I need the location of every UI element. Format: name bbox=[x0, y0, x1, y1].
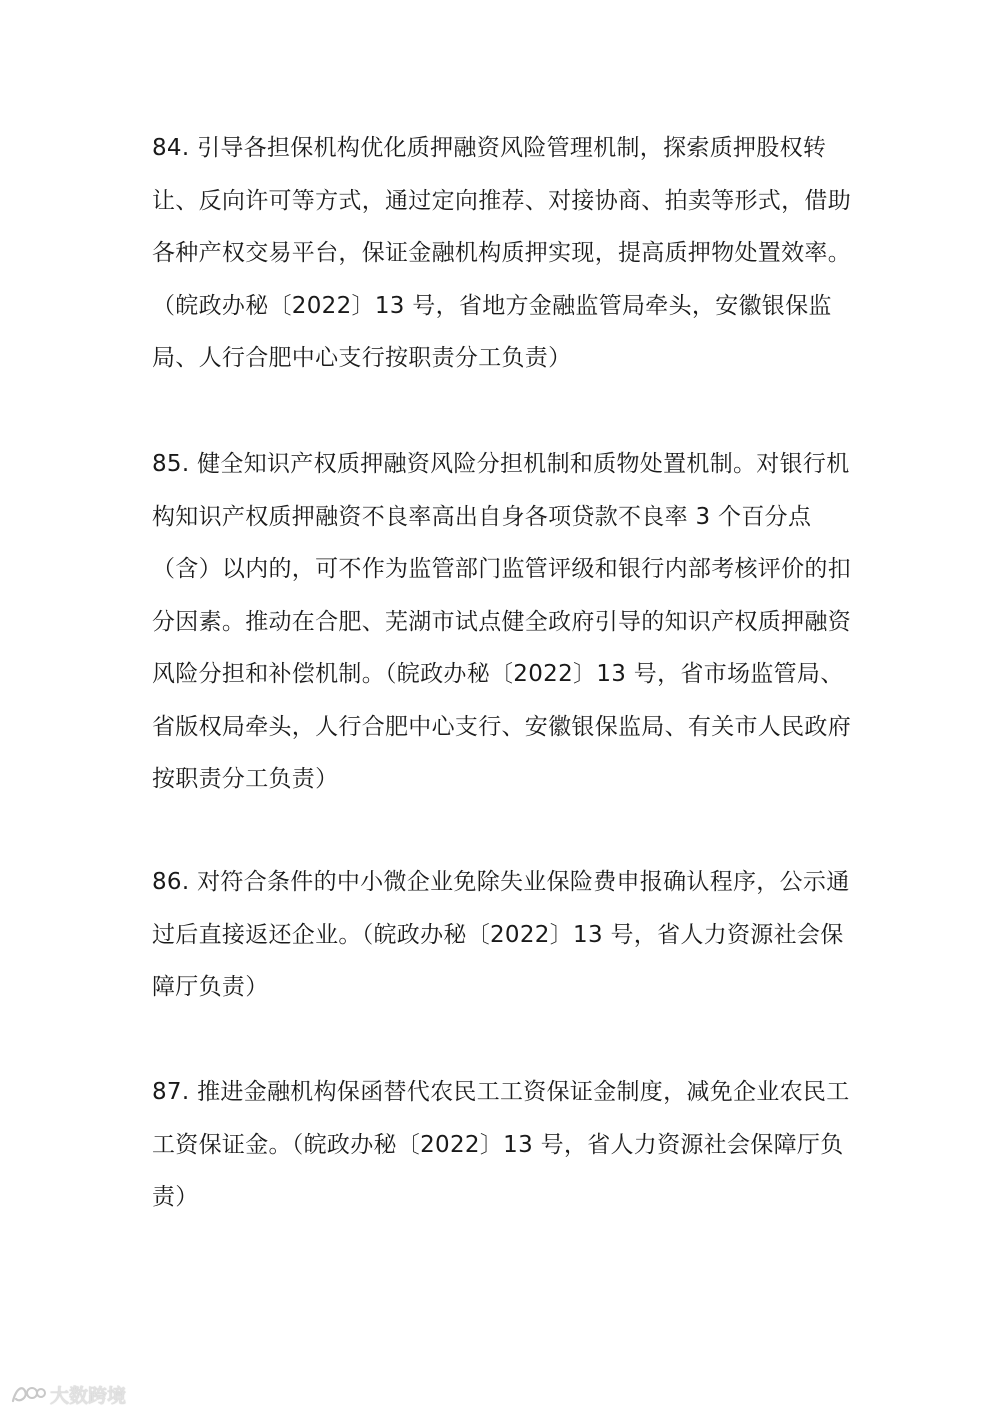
paragraph-87: 87. 推进金融机构保函替代农民工工资保证金制度，减免企业农民工工资保证金。（皖政办秘〔2022〕13 号，省人力资源社会保障厅负责） bbox=[152, 1079, 850, 1210]
brand-logo-icon bbox=[10, 1381, 46, 1407]
watermark bbox=[10, 1378, 126, 1410]
watermark-text: 大数跨境 bbox=[50, 1384, 127, 1407]
paragraph-84: 84. 引导各担保机构优化质押融资风险管理机制，探索质押股权转让、反向许可等方式，通过定向推荐、对接协商、拍卖等形式，借助各种产权交易平台，保证金融机构质押实现，提高质押物处置效率。（皖政办秘〔2022〕13 号，省地方金融监管局牵头，安徽银保监局、人行合肥中心支行按职责分工负责） bbox=[152, 135, 851, 371]
paragraph-86: 86. 对符合条件的中小微企业免除失业保险费申报确认程序，公示通过后直接返还企业。（皖政办秘〔2022〕13 号，省人力资源社会保障厅负责） bbox=[152, 869, 850, 1000]
paragraph-85: 85. 健全知识产权质押融资风险分担机制和质物处置机制。对银行机构知识产权质押融资不良率高出自身各项贷款不良率 3 个百分点（含）以内的，可不作为监管部门监管评级和银行内部考核评价的扣分因素。推动在合肥、芜湖市试点健全政府引导的知识产权质押融资风险分担和补偿机制。（皖政办秘〔2022〕13 号，省市场监管局、省版权局牵头，人行合肥中心支行、安徽银保监局、有关市人民政府按职责分工负责） bbox=[152, 451, 851, 792]
